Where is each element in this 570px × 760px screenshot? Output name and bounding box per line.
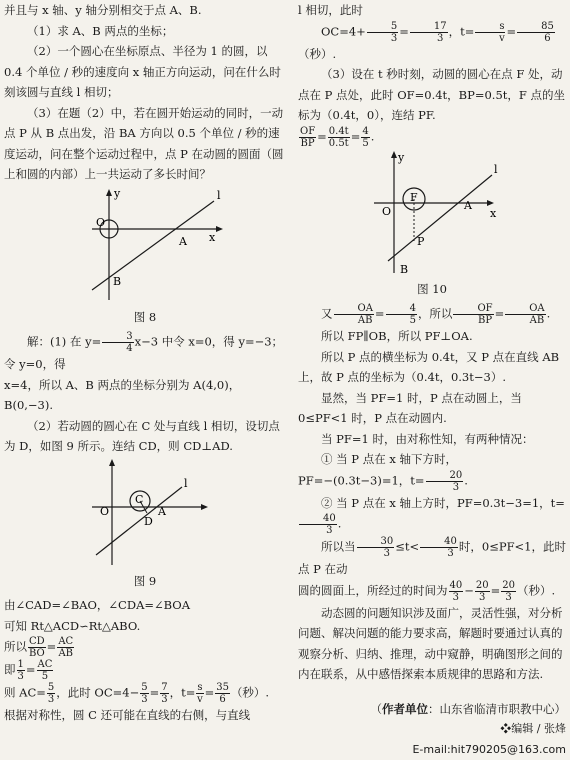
fraction-den: 3 (367, 33, 398, 44)
obviously-line: 显然，当 PF=1 时，P 点在动圆上，当 0≤PF<1 时，P 点在动圆内. (298, 388, 566, 429)
fraction-5-3b (140, 682, 148, 705)
fraction-den: AB (505, 315, 545, 326)
fraction-num: AC (37, 659, 54, 671)
ratio-then: 即 (4, 663, 16, 677)
case-2-line: ② 当 P 点在 x 轴上方时，PF=0.3t−3=1，t= $\frac{40}{3}$ . (298, 493, 566, 537)
fraction-num: 40 (449, 580, 464, 592)
solution-2: （2）若动圆的圆心在 C 处与直线 l 相切，设切点为 D，如图 9 所示。连结 CD，则 CD⊥AD. (4, 416, 286, 457)
fig8-label-o: O (96, 216, 105, 229)
email-line: E-mail:hit790205@163.com (298, 740, 566, 760)
fraction-num: s (196, 682, 203, 694)
fraction-num: OA (505, 303, 545, 315)
fig10-label-l: l (494, 163, 498, 176)
author-label: 作者单位 (382, 702, 428, 716)
fig8-label-y: y (113, 187, 121, 200)
fraction-den: 3 (160, 694, 168, 705)
ratio-prefix: 所以 (4, 640, 27, 654)
fig8-label-l: l (217, 189, 221, 202)
fraction-04t-05t (328, 126, 350, 149)
elapsed-time-line: 圆的圆面上，所经过的时间为 $\frac{40}{3}$ − $\frac{20}{3}$ = $\frac{20}{3}$ （秒）. (298, 580, 566, 603)
left-column (4, 0, 286, 726)
of-bp-ratio: $\frac{OF}{BP}$ = $\frac{0.4t}{0.5t}$ = $\frac{4}{5}$ . (298, 126, 566, 149)
ratio-line: 所以 $\frac{CD}{BO}$ = $\frac{AC}{AB}$ (4, 636, 286, 659)
fraction-den: 5 (37, 671, 54, 682)
fraction-num: 40 (420, 536, 458, 548)
fig9-x-arrow (201, 504, 208, 510)
range-text-c: 时，0≤PF<1，此时点 P 在动 (298, 540, 566, 577)
fraction-num: 85 (517, 21, 555, 33)
fraction-cd-bo (28, 636, 46, 659)
fraction-20-3b (475, 580, 490, 603)
fraction-5-3c (367, 21, 398, 44)
fraction-num: OF (453, 303, 493, 315)
fraction-of-bp (299, 126, 316, 149)
fig8-x-arrow (216, 226, 223, 232)
fraction-den: BO (28, 648, 46, 659)
fig9-label-o: O (100, 505, 109, 518)
fig10-label-f: F (410, 191, 418, 204)
tangent-line: l 相切，此时 (298, 0, 566, 21)
fraction-num: 3 (102, 331, 133, 343)
fraction-den: 3 (17, 671, 25, 682)
fraction-num: 0.4t (328, 126, 350, 138)
fraction-den: 5 (361, 138, 369, 149)
fraction-7-3 (160, 682, 168, 705)
fraction-den: BP (453, 315, 493, 326)
two-cases-line: 当 PF=1 时，由对称性知，有两种情况： (298, 429, 566, 450)
fraction-num: 20 (475, 580, 490, 592)
fraction-den: BP (299, 138, 316, 149)
oc-text-c: （秒）. (298, 47, 336, 61)
fraction-20-3 (426, 470, 464, 493)
fig10-y-arrow (391, 151, 397, 158)
problem-part-3: （3）在题（2）中，若在圆开始运动的同时，一动点 P 从 B 点出发，沿 BA 方向以 0.5 个单位 / 秒的速度运动，问在整个运动过程中，点 P 在动圆的圆面（圆上和圆的内部）上一共运动了多长时间？ (4, 103, 286, 185)
fraction-num: 30 (357, 536, 395, 548)
fraction-den: 3 (410, 33, 448, 44)
fraction-den: 6 (517, 33, 555, 44)
fraction-num: 20 (426, 470, 464, 482)
ac-text-b: ，此时 OC=4− (56, 686, 139, 700)
angle-line-2: 可知 Rt△ACD∽Rt△ABO. (4, 616, 286, 637)
case-1-text: ① 当 P 点在 x 轴下方时，PF=−(0.3t−3)=1，t= (298, 452, 457, 487)
fig9-label-l: l (184, 477, 188, 490)
solution-1-text-b: x−3 中令 x=0，得 y=−3；令 y=0，得 (4, 335, 283, 372)
fig9-y-arrow (109, 459, 115, 466)
case-1-line: ① 当 P 点在 x 轴下方时，PF=−(0.3t−3)=1，t= $\frac{20}{3}$ . (298, 449, 566, 493)
oa-text-b: ，所以 (418, 307, 453, 321)
part-3-setup: （3）设在 t 秒时刻，动圆的圆心在点 F 处，动点在 P 点处，此时 OF=0.4t，BP=0.5t，F 点的坐标为（0.4t，0），连结 PF. (298, 64, 566, 126)
oa-text-a: 又 (321, 307, 333, 321)
fraction-num: 7 (160, 682, 168, 694)
fig9-label-d: D (144, 515, 153, 528)
fraction-den: 6 (215, 694, 230, 705)
fraction-4-5 (361, 126, 369, 149)
fig10-label-o: O (382, 205, 391, 218)
solution-1-cont: x=4，所以 A、B 两点的坐标分别为 A(4,0)，B(0,−3). (4, 375, 286, 416)
figure-8-caption: 图 8 (4, 307, 286, 328)
p-coordinate-line: 所以 P 点的横坐标为 0.4t，又 P 点在直线 AB 上，故 P 点的坐标为（0.4t，0.3t−3）. (298, 347, 566, 388)
fraction-num: 35 (215, 682, 230, 694)
fraction-40-3b (420, 536, 458, 559)
ac-result-line: 则 AC= $\frac{5}{3}$ ，此时 OC=4− $\frac{5}{3}$ = $\frac{7}{3}$ ，t= $\frac{s}{v}$ = $\frac{35}{6}$ （秒）. (4, 682, 286, 705)
oc-text-b: ，t= (449, 24, 475, 38)
range-text-b: ≤t< (395, 540, 419, 554)
fraction-4-5b (386, 303, 417, 326)
fraction-ac-5 (37, 659, 54, 682)
fraction-oa-ab-2 (505, 303, 545, 326)
fraction-1-3 (17, 659, 25, 682)
symmetry-line: 根据对称性，圆 C 还可能在直线的右侧，与直线 (4, 705, 286, 726)
figure-10-caption: 图 10 (298, 279, 566, 300)
fig10-label-p: P (417, 235, 425, 248)
fraction-den: AB (334, 315, 374, 326)
fraction-den: 3 (47, 694, 55, 705)
fraction-den: 3 (357, 548, 395, 559)
fraction-den: 3 (420, 548, 458, 559)
fig10-x-arrow (487, 200, 494, 206)
fraction-35-6 (215, 682, 230, 705)
oc-result-line: OC=4+ $\frac{5}{3}$ = $\frac{17}{3}$ ，t= $\frac{s}{v}$ = $\frac{85}{6}$ （秒）. (298, 21, 566, 65)
fraction-num: OF (299, 126, 316, 138)
fig9-label-a: A (157, 505, 167, 518)
fraction-20-3c (501, 580, 516, 603)
figure-9 (4, 457, 286, 569)
fraction-den: v (475, 33, 505, 44)
ratio-line-2: 即 $\frac{1}{3}$ = $\frac{AC}{5}$ (4, 659, 286, 682)
fraction-num: 4 (361, 126, 369, 138)
fraction-85-6 (517, 21, 555, 44)
fraction-num: OA (334, 303, 374, 315)
fraction-den: 0.5t (328, 138, 350, 149)
fraction-30-3 (357, 536, 395, 559)
fraction-den: 5 (386, 315, 417, 326)
parallel-line: 所以 FP∥OB，所以 PF⊥OA. (298, 326, 566, 347)
fraction-den: 3 (449, 592, 464, 603)
fraction-den: 4 (102, 343, 133, 354)
conclusion-paragraph: 动态圆的问题知识涉及面广，灵活性强，对分析问题、解决问题的能力要求高，解题时要通过认真的观察分析、归纳、推理，动中窥静，明确图形之间的内在联系，从中感悟探索本质规律的思路和方法. (298, 603, 566, 685)
fig10-label-a: A (463, 199, 473, 212)
fraction-40-3c (449, 580, 464, 603)
fraction-den: 3 (475, 592, 490, 603)
figure-9-caption: 图 9 (4, 571, 286, 592)
fraction-of-bp-2 (453, 303, 493, 326)
fraction-num: 20 (501, 580, 516, 592)
fraction-num: 5 (140, 682, 148, 694)
elapsed-text-b: （秒）. (517, 583, 555, 597)
author-value: ：山东省临清市职教中心 (428, 702, 555, 716)
fraction-num: CD (28, 636, 46, 648)
problem-intro: 并且与 x 轴、y 轴分别相交于点 A、B. (4, 0, 286, 21)
problem-part-1: （1）求 A、B 两点的坐标； (4, 21, 286, 42)
fraction-den: 3 (140, 694, 148, 705)
fig8-line-l (92, 201, 214, 290)
ac-text-d: （秒）. (231, 686, 269, 700)
editor-line: ❖编辑 / 张烽 (298, 719, 566, 740)
fraction-ac-ab (57, 636, 74, 659)
angle-line-1: 由∠CAD=∠BAO，∠CDA=∠BOA (4, 595, 286, 616)
fraction-17-3 (410, 21, 448, 44)
fraction-5-3 (47, 682, 55, 705)
fig10-label-y: y (397, 151, 405, 164)
fraction-num: AC (57, 636, 74, 648)
fig8-label-a: A (178, 235, 188, 248)
problem-part-2: （2）一个圆心在坐标原点、半径为 1 的圆，以 0.4 个单位 / 秒的速度向 x 轴正方向运动，问在什么时刻该圆与直线 l 相切； (4, 41, 286, 103)
fraction-den: 3 (299, 525, 337, 536)
fig9-label-c: C (135, 493, 143, 506)
fig10-line-l (388, 175, 492, 261)
elapsed-text-a: 圆的圆面上，所经过的时间为 (298, 583, 448, 597)
range-text-a: 所以当 (321, 540, 356, 554)
fraction-3-4 (102, 331, 133, 354)
fig8-label-b: B (113, 275, 121, 288)
fraction-num: 1 (17, 659, 25, 671)
fig10-label-x: x (490, 207, 497, 220)
fraction-den: AB (57, 648, 74, 659)
range-line (298, 536, 566, 580)
fraction-num: 5 (367, 21, 398, 33)
author-unit: （作者单位：山东省临清市职教中心） (298, 699, 566, 720)
fraction-num: 5 (47, 682, 55, 694)
solution-1-text-a: 解：(1) 在 y= (27, 335, 101, 349)
oc-text-a: OC=4+ (321, 24, 366, 38)
fig10-label-b: B (400, 263, 408, 276)
fraction-num: s (475, 21, 505, 33)
fraction-num: 40 (299, 513, 337, 525)
fraction-s-v-2 (475, 21, 505, 44)
oa-ab-line: 又 $\frac{OA}{AB}$ = $\frac{4}{5}$ ，所以 $\frac{OF}{BP}$ = $\frac{OA}{AB}$ . (298, 303, 566, 326)
ac-text-c: ，t= (170, 686, 196, 700)
fraction-den: 3 (501, 592, 516, 603)
solution-1 (4, 331, 286, 375)
fraction-40-3 (299, 513, 337, 536)
figure-8 (4, 185, 286, 305)
fraction-den: v (196, 694, 203, 705)
fraction-s-v (196, 682, 203, 705)
right-column (298, 0, 566, 760)
fig8-label-x: x (209, 231, 216, 244)
case-2-text: ② 当 P 点在 x 轴上方时，PF=0.3t−3=1，t= (321, 496, 565, 510)
fraction-den: 3 (426, 482, 464, 493)
fraction-num: 17 (410, 21, 448, 33)
fraction-oa-ab (334, 303, 374, 326)
fig8-y-arrow (106, 189, 112, 196)
figure-10 (298, 149, 566, 277)
ac-text-a: 则 AC= (4, 686, 46, 700)
fraction-num: 4 (386, 303, 417, 315)
